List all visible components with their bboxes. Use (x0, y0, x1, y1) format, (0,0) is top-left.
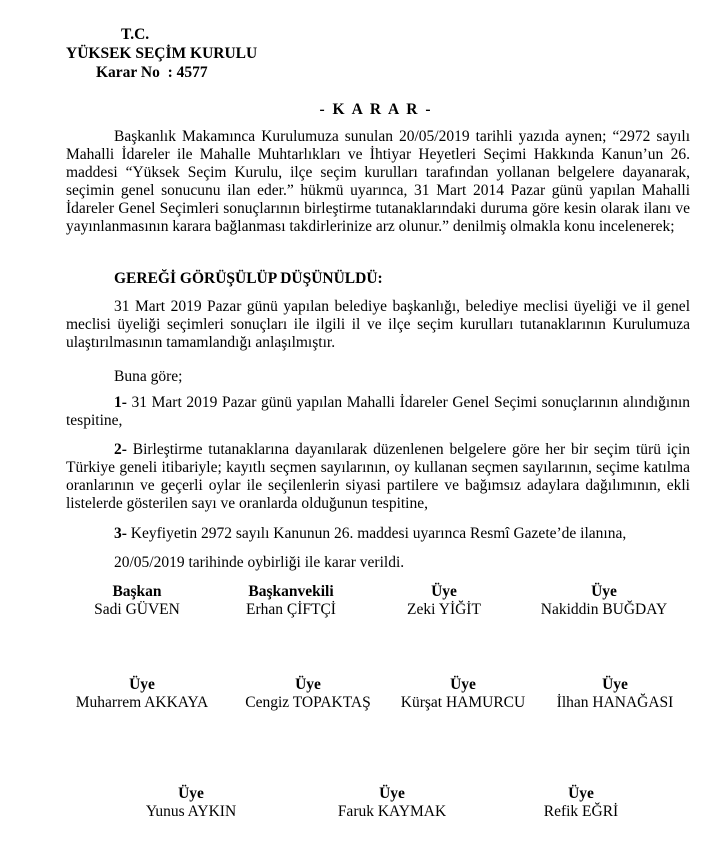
intro-paragraph: Başkanlık Makamınca Kurulumuza sunulan 20/05/2019 tarihli yazıda aynen; “2972 sayılı Mahalli İdareler ile Mahalle Muhtarlıkları ve İhtiyar Heyetleri Seçimi Hakkında Kanun’un 26. maddesi “Yüksek Seçim Kurulu, ilçe seçim kurulları tarafından yollanan belgelere dayanarak, seçimin genel sonucunu ilan eder.” hükmü uyarınca, 31 Mart 2014 Pazar günü yapılan Mahalli İdareler Genel Seçimleri sonuçlarının birleştirme tutanaklarındaki duruma göre kesin olarak ilanı ve yayınlanmasının karara bağlanması takdirlerinize arz olunur.” denilmiş olmakla konu incelenerek; (66, 128, 690, 235)
item-text: 31 Mart 2019 Pazar günü yapılan Mahalli İdareler Genel Seçimi sonuçlarının alındığının tespitine, (66, 394, 690, 429)
signature-role: Üye (295, 676, 321, 693)
signature-name: Erhan ÇİFTÇİ (246, 601, 336, 618)
decision-number: Karar No : 4577 (96, 64, 208, 81)
signature-name: Yunus AYKIN (145, 803, 237, 820)
signature-name: Refik EĞRİ (543, 803, 619, 820)
signature-name: Cengiz TOPAKTAŞ (245, 694, 371, 711)
signature-block (378, 676, 548, 712)
signature-role: Üye (431, 583, 457, 600)
document-header (66, 26, 257, 83)
signature-name: Faruk KAYMAK (337, 803, 447, 820)
signature-role: Üye (450, 676, 476, 693)
signature-name: Kürşat HAMURCU (400, 694, 526, 711)
item-text: Keyfiyetin 2972 sayılı Kanunun 26. maddesi uyarınca Resmî Gazete’de ilanına, (126, 525, 627, 542)
signature-block (223, 676, 393, 712)
decision-item-1 (66, 394, 690, 430)
signature-block (52, 583, 222, 619)
signature-block (519, 583, 689, 619)
signature-role: Başkanvekili (248, 583, 334, 600)
signature-block (206, 583, 376, 619)
signature-name: Sadi GÜVEN (94, 601, 180, 618)
signature-role: Başkan (112, 583, 162, 600)
section-heading: GEREĞİ GÖRÜŞÜLÜP DÜŞÜNÜLDÜ: (114, 270, 383, 287)
closing-statement: 20/05/2019 tarihinde oybirliği ile karar verildi. (114, 554, 405, 571)
signature-role: Üye (568, 785, 594, 802)
buna-gore-text: Buna göre; (114, 368, 183, 385)
decision-title: - K A R A R - (319, 101, 433, 118)
signature-block (496, 785, 666, 821)
item-number: 3- (114, 525, 127, 542)
decision-item-3 (66, 525, 690, 543)
finding-paragraph: 31 Mart 2019 Pazar günü yapılan belediye başkanlığı, belediye meclisi üyeliği ve il genel meclisi üyeliği seçimleri sonuçları ile ilgili il ve ilçe seçim kurulları tutanaklarının Kurulumuza ulaştırılmasının tamamlandığı anlaşılmıştır. (66, 298, 690, 351)
tc-label: T.C. (121, 26, 150, 43)
signature-role: Üye (379, 785, 405, 802)
signature-role: Üye (178, 785, 204, 802)
institution-name: YÜKSEK SEÇİM KURULU (66, 45, 258, 62)
signature-block (57, 676, 227, 712)
item-text: Birleştirme tutanaklarına dayanılarak düzenlenen belgelere göre her bir seçim türü için Türkiye geneli itibariyle; kayıtlı seçmen sayılarının, oy kullanan seçmen sayılarının, seçime katılma oranlarının ve geçerli oylar ile seçilenlerin siyasi partilere ve bağımsız adaylara dağılımının, ekli listelerde gösterilen sayı ve oranlarda olduğunun tespitine, (66, 441, 690, 512)
signature-name: Zeki YİĞİT (407, 601, 481, 618)
item-number: 1- (114, 394, 127, 411)
signature-block (359, 583, 529, 619)
signature-name: Nakiddin BUĞDAY (540, 601, 668, 618)
signature-block (307, 785, 477, 821)
signature-role: Üye (602, 676, 628, 693)
item-number: 2- (114, 441, 127, 458)
signature-role: Üye (129, 676, 155, 693)
signature-name: İlhan HANAĞASI (556, 694, 674, 711)
decision-item-2 (66, 441, 690, 513)
signature-name: Muharrem AKKAYA (75, 694, 209, 711)
signature-block (106, 785, 276, 821)
signature-role: Üye (591, 583, 617, 600)
signature-block (530, 676, 700, 712)
